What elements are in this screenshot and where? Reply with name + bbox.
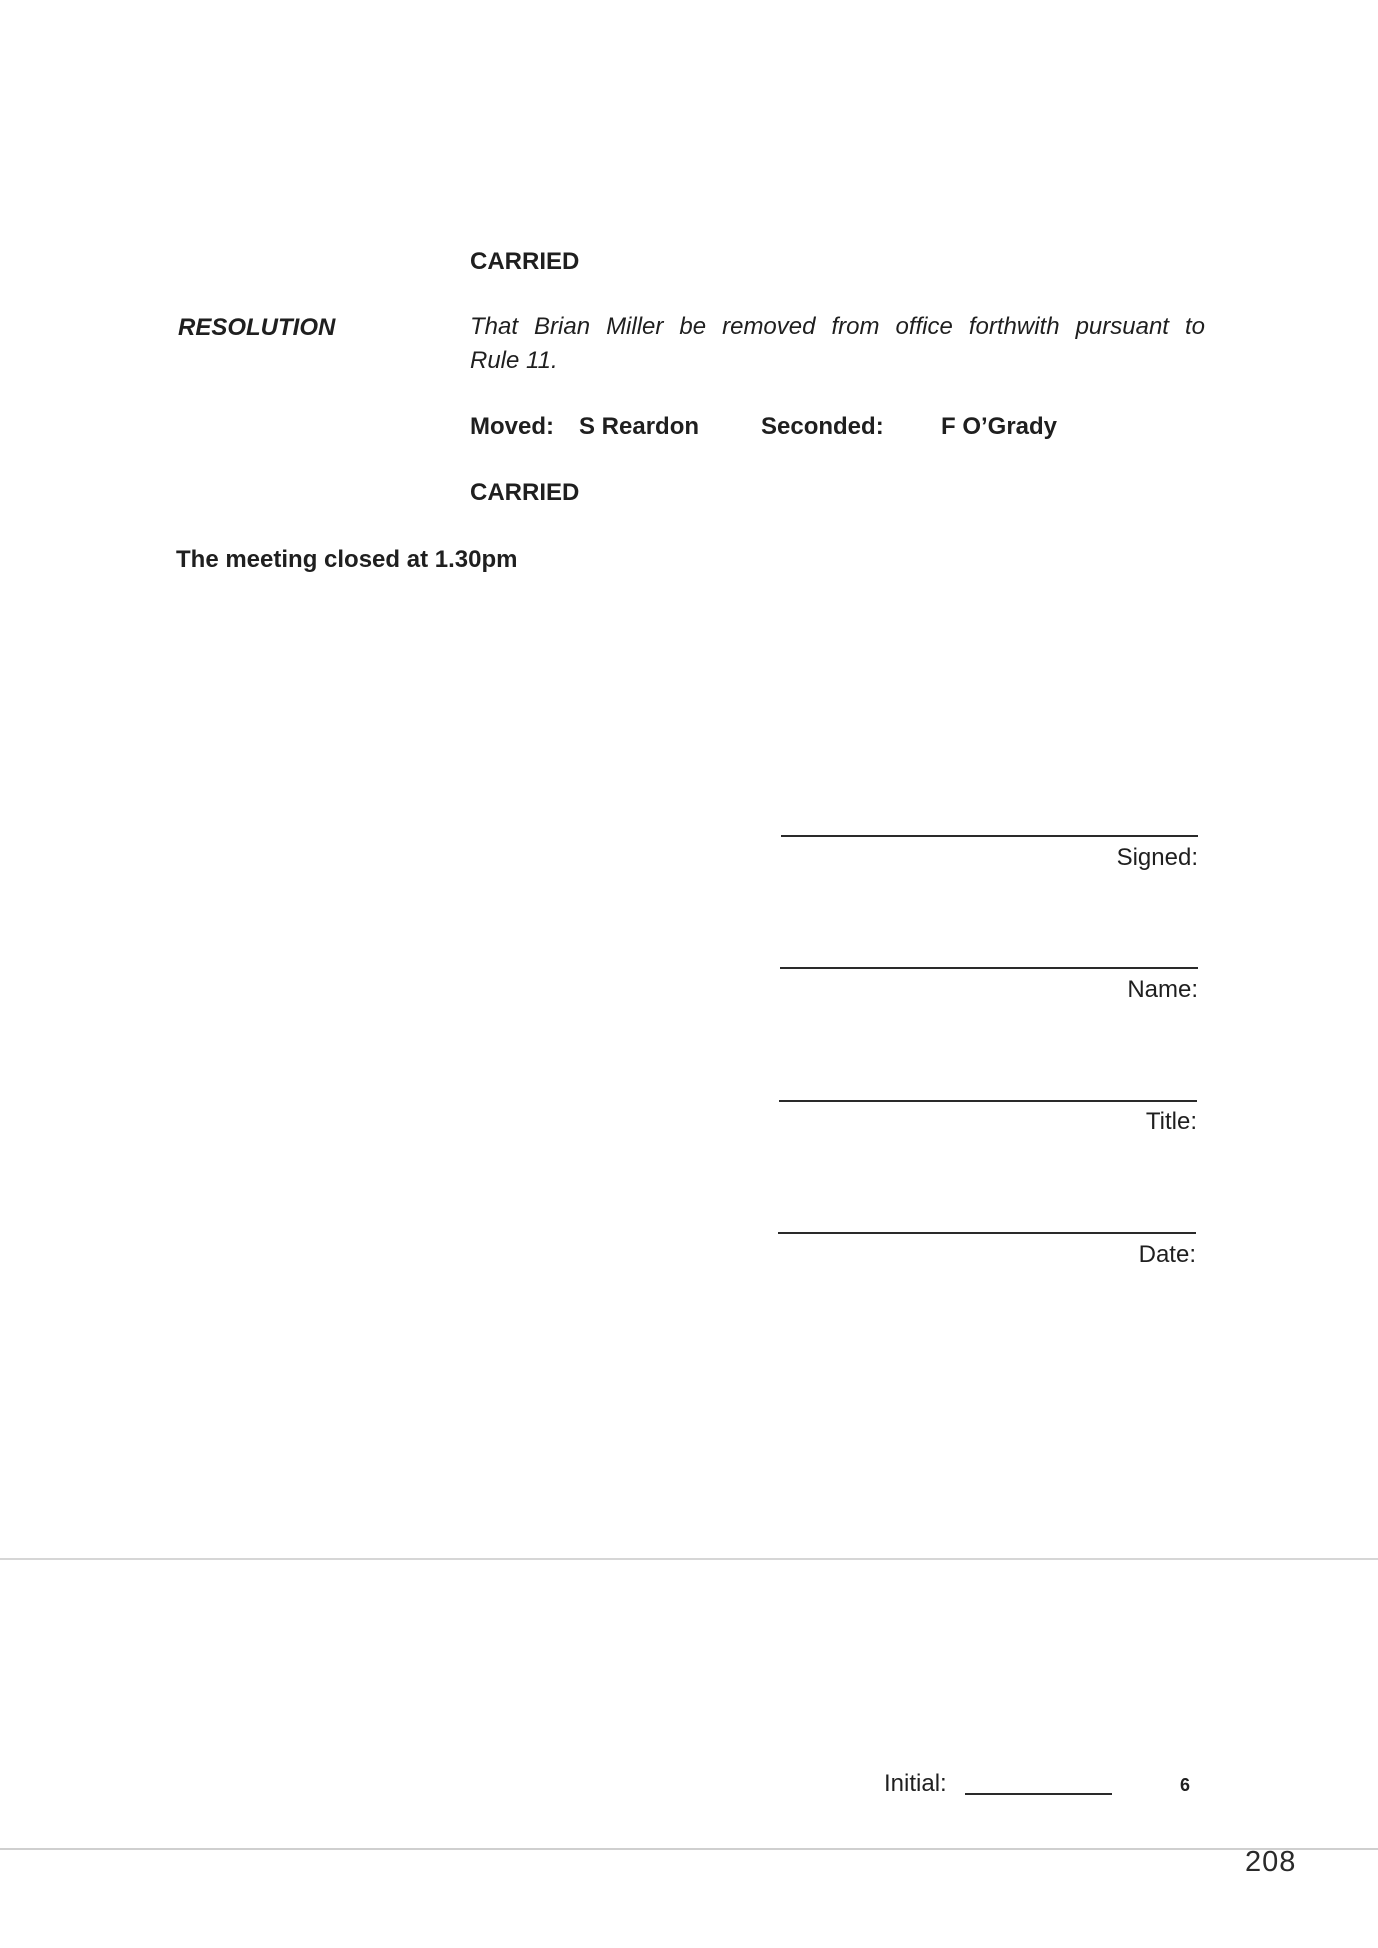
resolution-text-line2: Rule 11. — [470, 347, 558, 374]
page-separator-rule — [0, 1558, 1378, 1560]
initial-label: Initial: — [884, 1770, 947, 1797]
seconded-label: Seconded: — [761, 413, 884, 440]
name-label: Name: — [1127, 976, 1198, 1003]
signed-label: Signed: — [1116, 844, 1198, 871]
moved-name: S Reardon — [579, 413, 700, 440]
page-number: 6 — [1180, 1775, 1191, 1795]
stamp-number: 208 — [1245, 1846, 1297, 1878]
carried-label-top: CARRIED — [470, 248, 580, 275]
seconded-name: F O’Grady — [941, 413, 1058, 440]
meeting-closed-text: The meeting closed at 1.30pm — [176, 546, 518, 573]
resolution-label: RESOLUTION — [178, 314, 336, 341]
title-line — [779, 1100, 1197, 1102]
resolution-text-line1: That Brian Miller be removed from office forthwith pursuant to — [470, 313, 1205, 340]
signed-line — [781, 835, 1198, 837]
name-line — [780, 967, 1198, 969]
carried-label-bottom: CARRIED — [470, 479, 580, 506]
moved-label: Moved: — [470, 413, 554, 440]
date-line — [778, 1232, 1196, 1234]
title-label: Title: — [1145, 1108, 1197, 1135]
date-label: Date: — [1138, 1241, 1196, 1268]
initial-line — [965, 1793, 1112, 1795]
bottom-rule — [0, 1848, 1378, 1850]
resolution-text — [470, 310, 1205, 378]
